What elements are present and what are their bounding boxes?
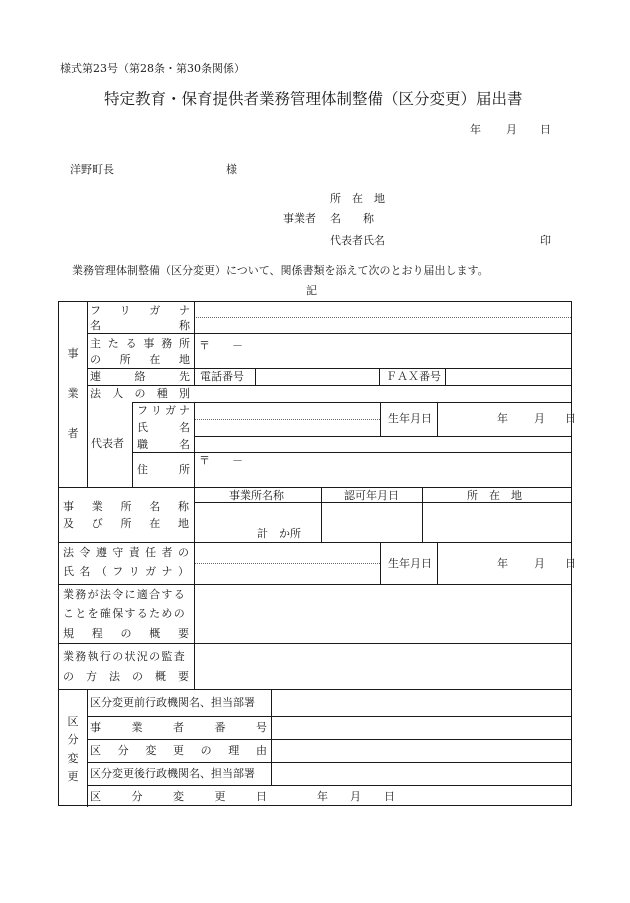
- record-mark: 記: [306, 284, 317, 297]
- contact-label: 連 絡 先: [90, 370, 190, 383]
- furigana-label: フ リ ガ ナ: [90, 304, 190, 317]
- recipient: 洋野町長: [70, 163, 114, 176]
- audit-label-1: 業務執行の状況の監査: [63, 650, 186, 663]
- prev-agency-label: 区分変更前行政機関名、担当部署: [90, 696, 255, 709]
- applicant-section-char: 者: [67, 426, 79, 440]
- rep-birth-day: 日: [565, 412, 576, 425]
- business-office-label-2: 及 び 所 在 地: [63, 517, 189, 530]
- audit-label-2: の 方 法 の 概 要: [63, 670, 189, 683]
- applicant-section-label: [59, 333, 87, 453]
- applicant-section-char: 事: [67, 346, 79, 360]
- applicant-name-label: 名 称: [330, 212, 374, 225]
- next-agency-label: 区分変更後行政機関名、担当部署: [90, 767, 255, 780]
- rep-furigana-label: フ リ ガ ナ: [137, 404, 190, 417]
- change-date-label: 区 分 変 更 日: [90, 790, 267, 803]
- applicant-name-field[interactable]: [199, 320, 569, 332]
- applicant-label: 事業者: [283, 212, 316, 225]
- compliance-birth-month: 月: [534, 557, 545, 570]
- col-office-name: 事業所名称: [229, 489, 284, 502]
- form-number: 様式第23号（第28条・第30条関係）: [60, 62, 245, 75]
- fax-label: ＦＡＸ番号: [386, 370, 441, 383]
- main-office-postal[interactable]: 〒 －: [199, 339, 243, 352]
- date-day: 日: [540, 123, 551, 136]
- office-total: 計 か所: [257, 527, 301, 540]
- seal-mark: 印: [540, 234, 551, 247]
- recipient-honorific: 様: [226, 163, 237, 176]
- application-form-table: [58, 301, 576, 806]
- rep-address-postal[interactable]: 〒 －: [199, 454, 243, 467]
- applicant-section-char: 業: [67, 386, 79, 400]
- change-reason-label: 区 分 変 更 の 理 由: [90, 744, 267, 757]
- col-approval-date: 認可年月日: [344, 489, 399, 502]
- representative-label: 代表者: [91, 437, 124, 450]
- col-office-address: 所 在 地: [467, 489, 522, 502]
- main-office-label-1: 主 た る 事 務 所: [90, 337, 190, 350]
- rep-name-label: 氏 名: [137, 421, 190, 434]
- compliance-officer-label-2: 氏 名 （ フ リ ガ ナ ）: [63, 565, 189, 578]
- date-month: 月: [506, 123, 517, 136]
- business-office-label-1: 事 業 所 名 称: [63, 500, 189, 513]
- representative-name-label: 代表者氏名: [330, 234, 385, 247]
- compliance-birth-day: 日: [565, 557, 576, 570]
- rep-title-label: 職 名: [137, 438, 190, 451]
- rep-birth-year: 年: [497, 412, 508, 425]
- category-change-section-label: 区 分 変 更: [67, 714, 79, 784]
- compliance-officer-label-1: 法 令 遵 守 責 任 者 の: [63, 546, 189, 559]
- corp-type-label: 法 人 の 種 別: [90, 387, 190, 400]
- rules-label-2: ことを確保するための: [63, 607, 186, 620]
- business-number-label: 事 業 者 番 号: [90, 721, 267, 734]
- main-office-label-2: の 所 在 地: [90, 353, 190, 366]
- date-year: 年: [470, 123, 481, 136]
- name-label: 名 称: [90, 319, 190, 332]
- change-year: 年: [317, 790, 328, 803]
- phone-label: 電話番号: [200, 370, 244, 383]
- rep-address-label: 住 所: [137, 463, 190, 476]
- rep-birth-label: 生年月日: [388, 412, 432, 425]
- intro-text: 業務管理体制整備（区分変更）について、関係書類を添えて次のとおり届出します。: [72, 264, 489, 277]
- compliance-birth-year: 年: [497, 557, 508, 570]
- applicant-address-label: 所 在 地: [330, 192, 385, 205]
- rules-label-3: 規 程 の 概 要: [63, 627, 189, 640]
- change-month: 月: [350, 790, 361, 803]
- compliance-birth-label: 生年月日: [388, 557, 432, 570]
- rules-label-1: 業務が法令に適合する: [63, 588, 186, 601]
- change-day: 日: [384, 790, 395, 803]
- document-title: 特定教育・保育提供者業務管理体制整備（区分変更）届出書: [104, 90, 523, 108]
- rep-birth-month: 月: [534, 412, 545, 425]
